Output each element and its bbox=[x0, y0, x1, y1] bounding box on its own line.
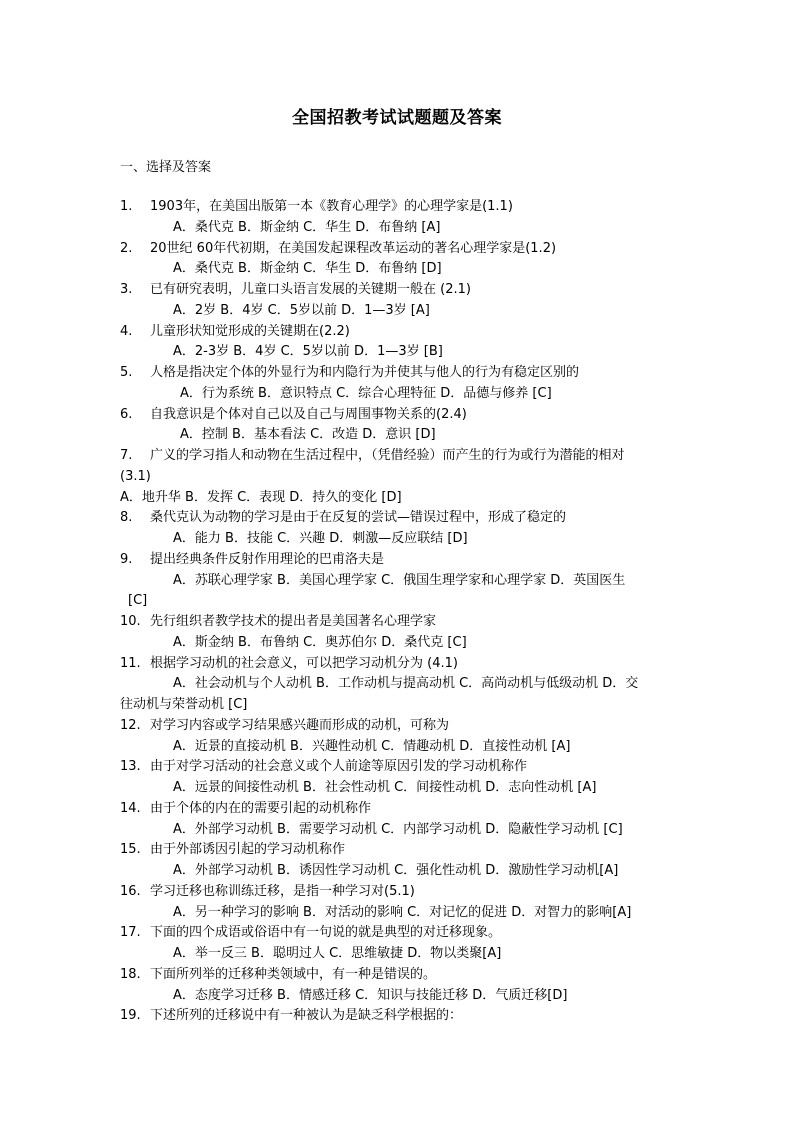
question-number: 15. bbox=[120, 842, 141, 858]
answer-options: A．行为系统 B．意识特点 C．综合心理特征 D．品德与修养 [C] bbox=[180, 385, 552, 401]
answer-options: A．桑代克 B．斯金纳 C．华生 D．布鲁纳 [A] bbox=[173, 219, 441, 235]
question-line bbox=[120, 239, 556, 259]
answer-options: A．举一反三 B．聪明过人 C．思维敏捷 D．物以类聚[A] bbox=[173, 946, 502, 961]
answer-options: A．斯金纳 B．布鲁纳 C．奥苏伯尔 D．桑代克 [C] bbox=[173, 634, 467, 650]
answer-options: A．态度学习迁移 B．情感迁移 C．知识与技能迁移 D．气质迁移[D] bbox=[173, 987, 568, 1003]
question-line bbox=[120, 612, 436, 632]
question-number: 3. bbox=[120, 282, 133, 297]
question-line bbox=[120, 363, 579, 383]
question-line bbox=[120, 508, 566, 528]
question-text: 对学习内容或学习结果感兴趣而形成的动机，可称为 bbox=[150, 717, 450, 733]
answer-options: A．能力 B．技能 C．兴趣 D．刺激—反应联结 [D] bbox=[173, 531, 468, 546]
question-continuation: (3.1) bbox=[120, 468, 151, 484]
answer-options: A．近景的直接动机 B．兴趣性动机 C．情趣动机 D．直接性动机 [A] bbox=[173, 738, 571, 754]
question-line bbox=[120, 654, 458, 674]
question-continuation: A．地升华 B．发挥 C．表现 D．持久的变化 [D] bbox=[120, 489, 402, 505]
answer-options: A．桑代克 B．斯金纳 C．华生 D．布鲁纳 [D] bbox=[173, 261, 442, 277]
question-text: 自我意识是个体对自己以及自己与周围事物关系的(2.4) bbox=[150, 406, 467, 422]
question-line bbox=[120, 446, 625, 466]
question-number: 1. bbox=[120, 199, 133, 214]
question-text: 先行组织者教学技术的提出者是美国著名心理学家 bbox=[150, 614, 437, 629]
question-text: 下述所列的迁移说中有一种被认为是缺乏科学根据的： bbox=[150, 1008, 463, 1024]
question-number: 16. bbox=[120, 883, 141, 899]
question-line bbox=[120, 1006, 462, 1026]
question-number: 9. bbox=[120, 551, 133, 567]
question-number: 13. bbox=[120, 759, 141, 775]
question-text: 根据学习动机的社会意义，可以把学习动机分为 (4.1) bbox=[150, 655, 458, 671]
question-line bbox=[120, 799, 371, 819]
question-number: 19. bbox=[120, 1008, 141, 1024]
question-text: 儿童形状知觉形成的关键期在(2.2) bbox=[150, 323, 350, 339]
question-number: 11. bbox=[120, 655, 141, 671]
question-number: 12. bbox=[120, 717, 141, 733]
answer-options: A．2-3岁 B．4岁 C．5岁以前 D．1—3岁 [B] bbox=[173, 344, 443, 360]
question-text: 由于个体的内在的需要引起的动机称作 bbox=[150, 800, 372, 816]
question-number: 8. bbox=[120, 510, 133, 526]
question-text: 由于对学习活动的社会意义或个人前途等原因引发的学习动机称作 bbox=[150, 759, 528, 775]
answer-options: A．2岁 B．4岁 C．5岁以前 D．1—3岁 [A] bbox=[173, 302, 430, 318]
question-text: 桑代克认为动物的学习是由于在反复的尝试—错误过程中，形成了稳定的 bbox=[150, 510, 567, 526]
question-text: 1903年，在美国出版第一本《教育心理学》的心理学家是(1.1) bbox=[150, 199, 513, 214]
answer-options: A．远景的间接性动机 B．社会性动机 C．间接性动机 D．志向性动机 [A] bbox=[173, 780, 597, 795]
question-line bbox=[120, 550, 384, 570]
question-number: 2. bbox=[120, 240, 133, 256]
answer-options: A．控制 B．基本看法 C．改造 D．意识 [D] bbox=[180, 427, 436, 443]
question-line bbox=[120, 197, 513, 217]
question-line bbox=[120, 923, 501, 943]
answer-options: A．社会动机与个人动机 B．工作动机与提高动机 C．高尚动机与低级动机 D．交 bbox=[173, 676, 639, 692]
answer-options-continued: [C] bbox=[128, 593, 148, 609]
question-text: 提出经典条件反射作用理论的巴甫洛夫是 bbox=[150, 551, 385, 567]
question-text: 人格是指决定个体的外显行为和内隐行为并使其与他人的行为有稳定区别的 bbox=[150, 365, 580, 380]
question-line bbox=[120, 882, 415, 902]
section-heading: 一、选择及答案 bbox=[120, 160, 212, 175]
question-number: 14. bbox=[120, 800, 141, 816]
question-line bbox=[120, 716, 449, 736]
question-line bbox=[120, 965, 436, 985]
question-text: 广义的学习指人和动物在生活过程中，（凭借经验）而产生的行为或行为潜能的相对 bbox=[150, 448, 625, 463]
question-text: 20世纪 60年代初期，在美国发起课程改革运动的著名心理学家是(1.2) bbox=[150, 240, 557, 256]
question-number: 7. bbox=[120, 448, 133, 463]
question-number: 18. bbox=[120, 966, 141, 982]
question-line bbox=[120, 405, 467, 425]
question-number: 4. bbox=[120, 323, 133, 339]
answer-options: A．另一种学习的影响 B．对活动的影响 C．对记忆的促进 D．对智力的影响[A] bbox=[173, 904, 632, 920]
question-line bbox=[120, 840, 345, 860]
question-text: 已有研究表明，儿童口头语言发展的关键期一般在 (2.1) bbox=[150, 282, 471, 297]
question-text: 下面所列举的迁移种类领域中，有一种是错误的。 bbox=[150, 966, 437, 982]
question-number: 10. bbox=[120, 614, 141, 629]
question-line bbox=[120, 280, 471, 300]
answer-options-continued: 往动机与荣誉动机 [C] bbox=[120, 697, 248, 712]
question-line bbox=[120, 757, 527, 777]
question-number: 5. bbox=[120, 365, 133, 380]
answer-options: A．外部学习动机 B．需要学习动机 C．内部学习动机 D．隐蔽性学习动机 [C] bbox=[173, 821, 623, 837]
question-number: 6. bbox=[120, 406, 133, 422]
question-number: 17. bbox=[120, 925, 141, 941]
answer-options: A．苏联心理学家 B．美国心理学家 C．俄国生理学家和心理学家 D．英国医生 bbox=[173, 572, 626, 588]
question-text: 下面的四个成语或俗语中有一句说的就是典型的对迁移现象。 bbox=[150, 925, 502, 941]
question-line bbox=[120, 322, 350, 342]
question-text: 学习迁移也称训练迁移，是指一种学习对(5.1) bbox=[150, 883, 415, 899]
question-text: 由于外部诱因引起的学习动机称作 bbox=[150, 842, 346, 858]
page-title: 全国招教考试试题题及答案 bbox=[292, 108, 502, 128]
answer-options: A．外部学习动机 B．诱因性学习动机 C．强化性动机 D．激励性学习动机[A] bbox=[173, 863, 619, 878]
